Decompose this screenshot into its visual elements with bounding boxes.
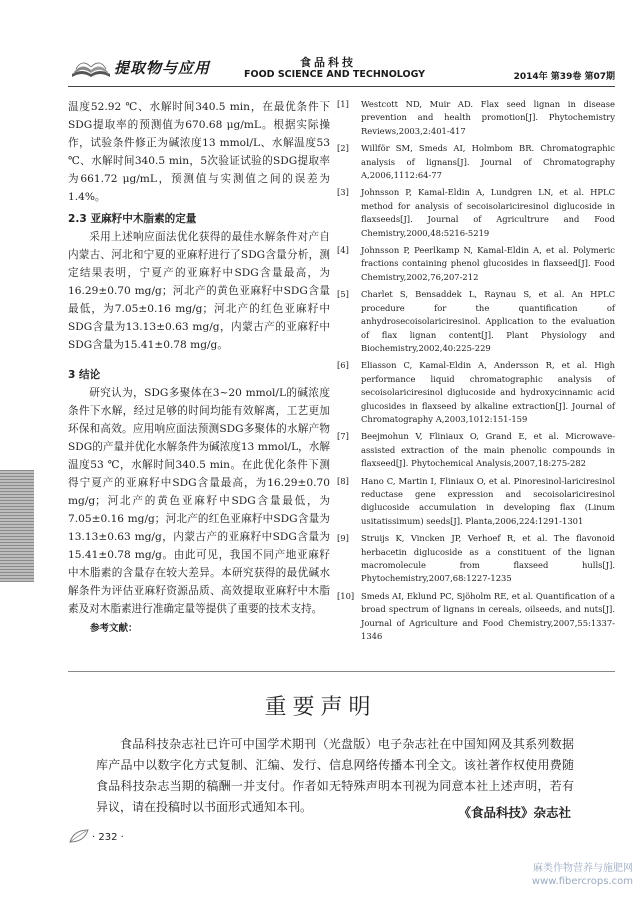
reference-item (337, 590, 615, 644)
reference-item (337, 475, 615, 529)
running-header (70, 54, 615, 84)
reference-item (337, 142, 615, 182)
references-heading: 参考文献： (90, 623, 138, 634)
body-paragraph: 采用上述响应面法优化获得的最佳水解条件对产自内蒙古、河北和宁夏的亚麻籽进行了SDG含量分析，测定结果表明，宁夏产的亚麻籽中SDG含量最高，为16.29±0.70 mg/g；河北产的黄色亚麻籽中SDG含量最低，为7.05±0.16 mg/g；河北产的红色亚麻籽中SDG含量为13.13±0.63 mg/g，内蒙古产的亚麻籽中SDG含量为15.41±0.78 mg/g。 (68, 231, 330, 351)
reference-item (337, 288, 615, 355)
left-column (68, 98, 330, 638)
reference-text: Willför SM, Smeds AI, Holmbom BR. Chromatographic analysis of lignans[J]. Journal of Chromatography A,2006,1112:64-77 (361, 143, 615, 181)
reference-item (337, 359, 615, 426)
reference-text: Beejmohun V, Fliniaux O, Grand E, et al. Microwave-assisted extraction of the main phenolic compounds in flaxseed[J]. Phytochemical Analysis,2007,18:275-282 (361, 431, 615, 469)
watermark-site-name: 麻类作物营养与施肥网 (533, 863, 633, 874)
side-thumb-tab (0, 470, 34, 582)
reference-item (337, 186, 615, 240)
reference-item (337, 244, 615, 284)
reference-item (337, 430, 615, 470)
site-watermark (532, 862, 633, 888)
reference-number: [3] (337, 187, 349, 198)
issue-info: 2014年 第39卷 第07期 (513, 72, 615, 82)
body-paragraph: 温度52.92 ℃、水解时间340.5 min，在最优条件下SDG提取率的预测值为670.68 μg/mL。根据实际操作，试验条件修正为碱浓度13 mmol/L、水解温度53 ℃、水解时间340.5 min，5次验证试验的SDG提取率为661.72 μg/mL，预测值与实测值之间的误差为1.4%。 (68, 101, 330, 203)
notice-signature: 《食品科技》杂志社 (458, 805, 571, 820)
reference-number: [2] (337, 143, 349, 154)
reference-text: Struijs K, Vincken JP, Verhoef R, et al. The flavonoid herbacetin diglucoside as a constituent of the lignan macromolecule from flaxseed hulls[J]. Phytochemistry,2007,68:1227-1235 (361, 533, 615, 584)
reference-item (337, 98, 615, 138)
watermark-url: www.fibercrops.com (531, 876, 633, 887)
references-list (337, 98, 615, 647)
section-heading-3: 3 结论 (68, 369, 101, 381)
reference-number: [7] (337, 431, 349, 442)
reference-number: [10] (337, 590, 355, 601)
body-paragraph: 研究认为，SDG多聚体在3~20 mmol/L的碱浓度条件下水解，经过足够的时间均能有效解离，工艺更加环保和高效。应用响应面法预测SDG多聚体的水解产物SDG的产量并优化水解条件为碱浓度13 mmol/L，水解温度53 ℃，水解时间340.5 min。在此优化条件下测得宁夏产的亚麻籽中SDG含量最高，为16.29±0.70 mg/g；河北产的黄色亚麻籽中SDG含量最低，为7.05±0.16 mg/g；河北产的红色亚麻籽中SDG含量为13.13±0.63 mg/g，内蒙古产的亚麻籽中SDG含量为15.41±0.78 mg/g。由此可见，我国不同产地亚麻籽中木脂素的含量存在较大差异。本研究获得的最优碱水解条件为评估亚麻籽资源品质、高效提取亚麻籽中木脂素及对木脂素进行准确定量等提供了重要的技术支持。 (68, 387, 330, 615)
reference-text: Charlet S, Bensaddek L, Raynau S, et al. An HPLC procedure for the quantification of anhydrosecoisolariciresinol. Application to the evaluation of flax lignan content[J]. Plant Physiology and Biochemistry,2002,40:225-229 (361, 289, 615, 353)
reference-text: Westcott ND, Muir AD. Flax seed lignan in disease prevention and health promotion[J]. Phytochemistry Reviews,2003,2:401-417 (361, 99, 615, 136)
reference-number: [9] (337, 533, 349, 544)
reference-number: [1] (337, 99, 349, 109)
section-name: 提取物与应用 (114, 59, 211, 77)
page-number: · 232 · (92, 832, 124, 843)
reference-item (337, 532, 615, 586)
reference-number: [6] (337, 360, 349, 371)
header-divider (68, 86, 615, 87)
journal-title-en: FOOD SCIENCE AND TECHNOLOGY (244, 69, 426, 80)
notice-divider (68, 671, 615, 672)
section-heading-2-3: 2.3 亚麻籽中木脂素的定量 (68, 213, 197, 225)
journal-title-cn: 食品科技 (300, 56, 356, 69)
reference-number: [5] (337, 289, 349, 300)
notice-title: 重要声明 (264, 695, 377, 720)
reference-number: [8] (337, 475, 349, 486)
reference-number: [4] (337, 245, 349, 256)
notice-paragraph: 食品科技杂志社已许可中国学术期刊（光盘版）电子杂志社在中国知网及其系列数据库产品中以数字化方式复制、汇编、发行、信息网络传播本刊全文。该社著作权使用费随食品科技杂志当期的稿酬一并支付。作者如无特殊声明本刊视为同意本社上述声明，若有异议，请在投稿时以书面形式通知本刊。 (96, 737, 574, 814)
reference-text: Eliasson C, Kamal-Eldin A, Andersson R, et al. High performance liquid chromatographic analysis of secoisolariciresinol diglucoside and hydroxycinnamic acid glucosides in flaxseed by alkaline extraction[J]. Journal of Chromatography A,2003,1012:151-159 (361, 360, 615, 424)
reference-text: Smeds AI, Eklund PC, Sjöholm RE, et al. Quantification of a broad spectrum of lignans in cereals, oilseeds, and nuts[J]. Journal of Agriculture and Food Chemistry,2007,55:1337-1346 (361, 590, 615, 642)
reference-text: Hano C, Martin I, Fliniaux O, et al. Pinoresinol-lariciresinol reductase gene expression and secoisolariciresinol diglucoside accumulation in developing flax (Linum usitatissimum) seeds[J]. Planta,2006,224:1291-1301 (361, 475, 615, 526)
open-book-icon (70, 54, 112, 80)
reference-text: Johnsson P, Peerlkamp N, Kamal-Eldin A, et al. Polymeric fractions containing phenol glucosides in flaxseed[J]. Food Chemistry,2002,76,207-212 (361, 245, 615, 282)
leaf-ornament-icon (68, 828, 90, 844)
reference-text: Johnsson P, Kamal-Eldin A, Lundgren LN, et al. HPLC method for analysis of secoisolariciresinol diglucoside in flaxseeds[J]. Journal of Agricultrure and Food Chemistry,2000,48:5216-5219 (361, 187, 615, 238)
